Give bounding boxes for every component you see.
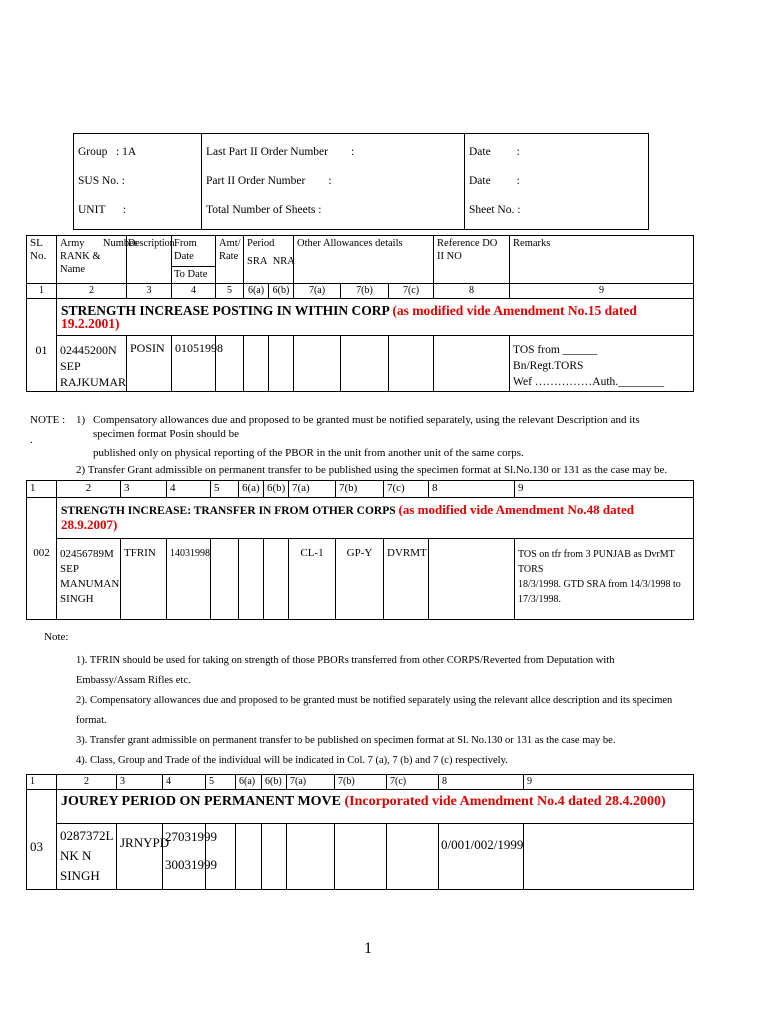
- note2-list: [76, 651, 686, 771]
- last-order-field: Last Part II Order Number :: [206, 146, 355, 158]
- col-other: Other Allowances details: [294, 236, 434, 284]
- date1-field: Date :: [469, 146, 520, 158]
- col-army: Army Number RANK & Name: [57, 236, 127, 284]
- col-sl: SL No.: [27, 236, 57, 284]
- section2-title: STRENGTH INCREASE: TRANSFER IN FROM OTHER CORPS (as modified vide Amendment No.48 dated 28.9.2007): [57, 498, 694, 539]
- section3-title: JOUREY PERIOD ON PERMANENT MOVE (Incorporated vide Amendment No.4 dated 28.4.2000): [57, 790, 694, 824]
- note2-item: 2). Compensatory allowances due and proposed to be granted must be notified separately using the relevant allce description and its specimen format.: [76, 695, 673, 726]
- section3-data-row: 03 0287372L NK N SINGH JRNYPD 27031999 30031999: [27, 824, 694, 890]
- section1-title: STRENGTH INCREASE POSTING IN WITHIN CORP (as modified vide Amendment No.15 dated 19.2.2001): [57, 299, 694, 336]
- note1-item1: Compensatory allowances due and proposed to be granted must be notified separately, using the relevant Description and its specimen format Posin should be published only on physical reporting of the PBOR in the unit from another unit of the same corps.: [93, 414, 640, 459]
- col-reference: Reference DO II NO: [434, 236, 510, 284]
- order-header-box: [73, 133, 649, 230]
- section3-colnum-row: 1 2 3 4 5 6(a) 6(b) 7(a) 7(b) 7(c) 8 9: [27, 775, 694, 790]
- section3-table: [26, 774, 694, 890]
- col-remarks: Remarks: [510, 236, 694, 284]
- note1-item1-num: 1): [76, 414, 86, 426]
- section1-table: [26, 235, 694, 392]
- section2-colnum-row: 1 2 3 4 5 6(a) 6(b) 7(a) 7(b) 7(c) 8 9: [27, 481, 694, 498]
- note1-dot: .: [30, 434, 33, 446]
- section1-header-row: [27, 236, 694, 284]
- date2-field: Date :: [469, 175, 520, 187]
- note2-item: 3). Transfer grant admissible on permanent transfer to be published on specimen format at Sl. No.130 or 131 as the case may be.: [76, 735, 616, 746]
- note1-item2: 2) Transfer Grant admissible on permanent transfer to be published using the specimen format at Sl.No.130 or 131 as the case may be.: [76, 464, 668, 476]
- note2-item: 4). Class, Group and Trade of the individual will be indicated in Col. 7 (a), 7 (b) and 7 (c) respectively.: [76, 755, 508, 766]
- col-period: Period SRA NRA: [244, 236, 294, 284]
- note1-label: NOTE :: [30, 414, 66, 426]
- page-number: 1: [364, 940, 372, 957]
- section1-colnum-row: 1 2 3 4 5 6(a) 6(b) 7(a) 7(b) 7(c) 8 9: [27, 284, 694, 299]
- sheets-field: Total Number of Sheets :: [206, 204, 322, 216]
- col-from-to: From Date To Date: [172, 236, 216, 284]
- note2-item: 1). TFRIN should be used for taking on strength of those PBORs transferred from other CORPS/Reverted from Deputation with Embassy/Assam Rifles etc.: [76, 655, 615, 686]
- sus-field: SUS No. :: [78, 175, 125, 187]
- sheet-no-field: Sheet No. :: [469, 204, 521, 216]
- col-description: Description: [127, 236, 172, 284]
- order-field: Part II Order Number :: [206, 175, 332, 187]
- section2-data-row: 002 02456789M SEP MANUMAN SINGH TFRIN 14031998 CL-1 GP-Y DVRMT TOS on tfr from 3 PUNJAB as DvrMT TORS 18/3/1998. GTD SRA from 14/3/1998 to 17/3/1998.: [27, 539, 694, 620]
- unit-field: UNIT :: [78, 204, 126, 216]
- section3-reference: 0/001/002/1999: [441, 837, 524, 852]
- group-field: Group : 1A: [78, 146, 137, 158]
- section1-data-row: 01 02445200N SEP RAJKUMAR POSIN 01051998 TOS from ______ Bn/Regt.TORS Wef ……………Auth.________: [27, 336, 694, 392]
- col-amt: Amt/ Rate: [216, 236, 244, 284]
- note2-label: Note:: [44, 631, 69, 643]
- section2-table: [26, 480, 694, 620]
